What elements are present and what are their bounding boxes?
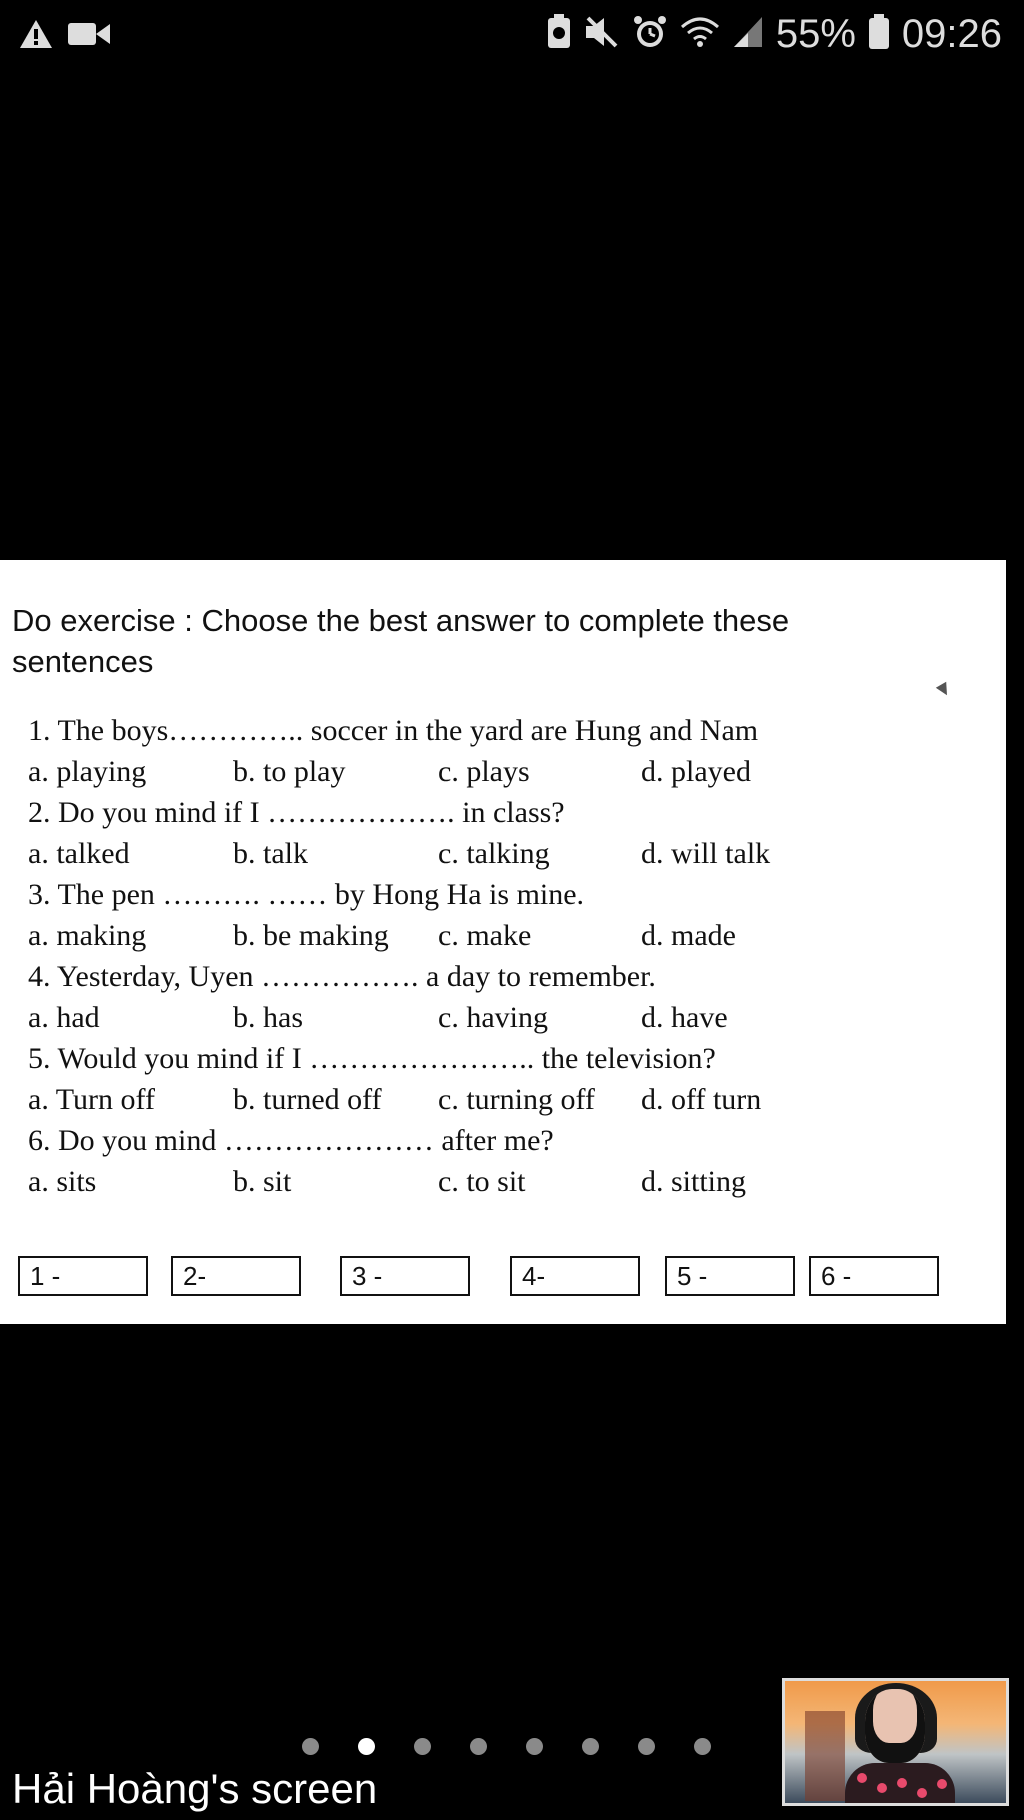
question-2 (28, 792, 928, 874)
option-b: b. turned off (233, 1083, 382, 1116)
option-b: b. has (233, 1001, 303, 1034)
page-dot[interactable] (302, 1738, 319, 1755)
answer-box-4: 4- (510, 1256, 640, 1296)
page-dot[interactable] (582, 1738, 599, 1755)
status-left (18, 18, 110, 55)
page-dot[interactable] (638, 1738, 655, 1755)
answer-box-1: 1 - (18, 1256, 148, 1296)
option-d: d. made (641, 919, 736, 952)
page-dot[interactable] (526, 1738, 543, 1755)
question-6 (28, 1120, 928, 1202)
answer-options (28, 1161, 928, 1202)
participant-face (865, 1689, 925, 1763)
shared-slide (0, 560, 1006, 1324)
warning-icon (18, 18, 54, 55)
option-a: a. Turn off (28, 1083, 155, 1116)
answer-options (28, 833, 928, 874)
mouse-pointer-icon (936, 682, 952, 698)
option-c: c. turning off (438, 1083, 595, 1116)
answer-options (28, 915, 928, 956)
question-text: 4. Yesterday, Uyen ……………. a day to remember. (28, 960, 656, 993)
option-d: d. have (641, 1001, 728, 1034)
wifi-icon (680, 15, 720, 54)
option-c: c. talking (438, 837, 550, 870)
option-d: d. sitting (641, 1165, 747, 1198)
page-dot[interactable] (470, 1738, 487, 1755)
screen-share-label: Hải Hoàng's screen (12, 1765, 378, 1812)
status-right (546, 12, 1002, 57)
video-camera-icon (68, 21, 110, 52)
participant-body (845, 1763, 955, 1806)
option-c: c. having (438, 1001, 548, 1034)
video-thumbnail[interactable] (782, 1678, 1009, 1806)
option-d: d. off turn (641, 1083, 762, 1116)
status-bar (0, 0, 1024, 70)
page-indicator (302, 1738, 711, 1755)
option-a: a. making (28, 919, 147, 952)
clock: 09:26 (901, 12, 1002, 56)
question-3 (28, 874, 928, 956)
page-dot[interactable] (414, 1738, 431, 1755)
question-text: 5. Would you mind if I ………………….. the television? (28, 1042, 716, 1075)
question-text: 1. The boys………….. soccer in the yard are Hung and Nam (28, 714, 759, 747)
option-c: c. make (438, 919, 532, 952)
exercise-list (28, 710, 928, 1202)
battery-icon (868, 14, 890, 55)
background-bridge (805, 1711, 845, 1801)
question-text: 6. Do you mind ………………… after me? (28, 1124, 554, 1157)
option-b: b. sit (233, 1165, 292, 1198)
mute-icon (584, 15, 620, 54)
question-text: 3. The pen ………. …… by Hong Ha is mine. (28, 878, 585, 911)
option-d: d. played (641, 755, 751, 788)
option-a: a. had (28, 1001, 100, 1034)
page-dot[interactable] (694, 1738, 711, 1755)
answer-box-5: 5 - (665, 1256, 795, 1296)
answer-options (28, 751, 928, 792)
answer-options (28, 1079, 928, 1120)
page-dot-active[interactable] (358, 1738, 375, 1755)
option-b: b. talk (233, 837, 308, 870)
battery-saver-icon (546, 14, 572, 55)
signal-icon (732, 15, 764, 54)
option-c: c. to sit (438, 1165, 526, 1198)
answer-box-2: 2- (171, 1256, 301, 1296)
question-text: 2. Do you mind if I ………………. in class? (28, 796, 565, 829)
question-1 (28, 710, 928, 792)
option-b: b. to play (233, 755, 346, 788)
option-a: a. playing (28, 755, 147, 788)
answer-box-3: 3 - (340, 1256, 470, 1296)
alarm-icon (632, 14, 668, 55)
option-b: b. be making (233, 919, 389, 952)
answer-box-6: 6 - (809, 1256, 939, 1296)
option-a: a. talked (28, 837, 130, 870)
battery-percent: 55% (775, 12, 856, 56)
option-a: a. sits (28, 1165, 97, 1198)
slide-title: Do exercise : Choose the best answer to complete these sentences (12, 603, 790, 679)
option-d: d. will talk (641, 837, 771, 870)
answer-options (28, 997, 928, 1038)
question-4 (28, 956, 928, 1038)
question-5 (28, 1038, 928, 1120)
option-c: c. plays (438, 755, 530, 788)
